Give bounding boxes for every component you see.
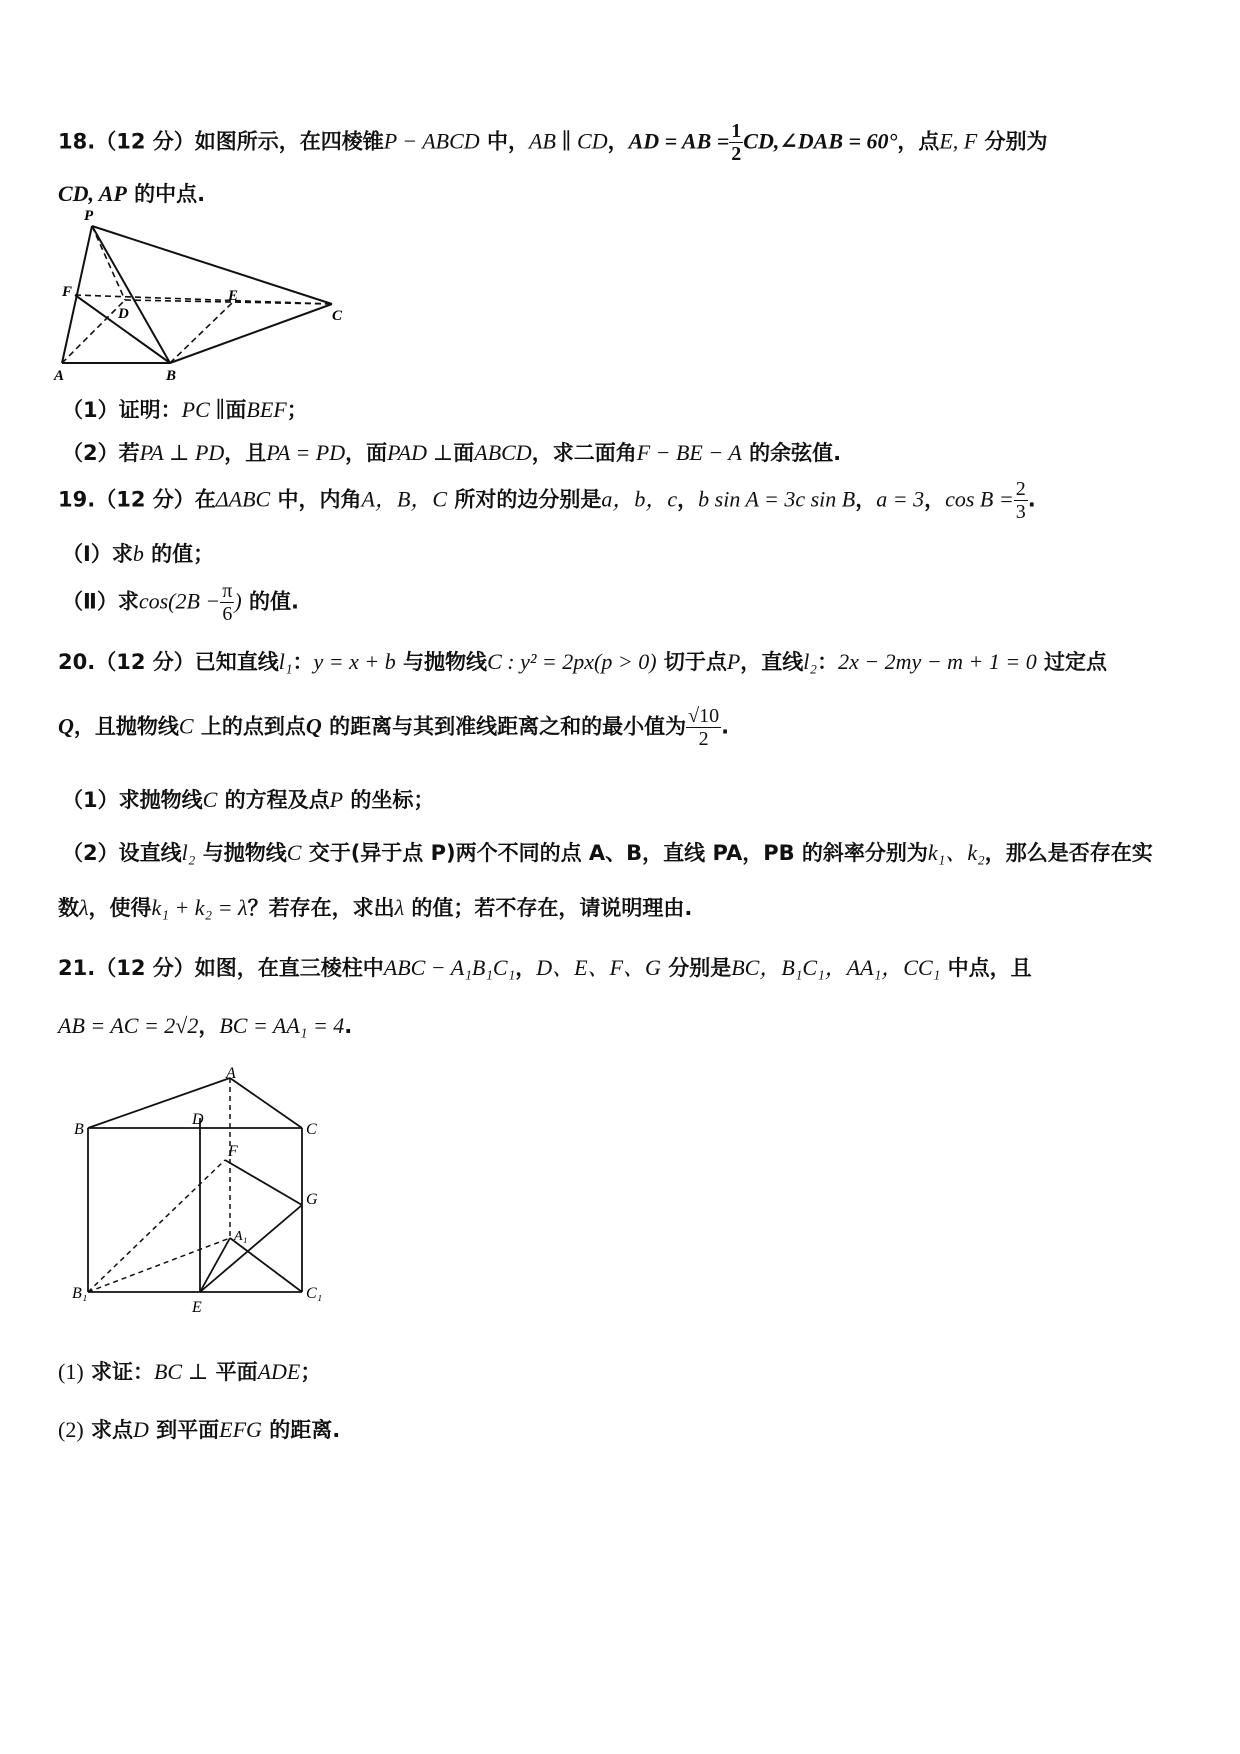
q21-statement-line1: 21.（12 分）如图，在直三棱柱中ABC − A₁B₁C₁，D、E、F、G 分别是BC，B₁C₁，AA₁，CC₁ 中点，且 bbox=[58, 955, 1032, 980]
label-A1: A₁ bbox=[234, 1229, 248, 1244]
pyramid-figure bbox=[50, 208, 410, 386]
q20-statement-line1: 20.（12 分）已知直线l₁：y = x + b 与抛物线C : y² = 2px(p > 0) 切于点P，直线l₂：2x − 2my − m + 1 = 0 过定点 bbox=[58, 649, 1108, 674]
math-equation: AD = AB = bbox=[628, 128, 730, 154]
q20-part1: （1）求抛物线C 的方程及点P 的坐标； bbox=[62, 787, 435, 812]
label-B1: B₁ bbox=[72, 1285, 88, 1302]
fraction-sqrt10-over-2: $\frac{√10}{2}$ bbox=[688, 705, 720, 750]
q21-part1: (1) 求证：BC ⊥ 平面ADE； bbox=[58, 1359, 322, 1384]
q21-part2: (2) 求点D 到平面EFG 的距离. bbox=[58, 1417, 341, 1442]
fraction-half: $\frac{1}{2}$ bbox=[731, 120, 742, 165]
q18-statement-line1: 18.（12 分）如图所示，在四棱锥P − ABCD 中，AB ∥ CD，AD = AB = $\frac{1}{2}$ CD,∠DAB = 60°，点E, F 分别为 bbox=[58, 120, 1048, 165]
q19-statement: 19.（12 分）在ΔABC 中，内角A，B，C 所对的边分别是a，b，c，b sin A = 3c sin B，a = 3，cos B = $\frac{2}{3}$ . bbox=[58, 478, 1036, 523]
label-E: E bbox=[228, 288, 239, 304]
q18-part2: （2）若PA ⊥ PD，且PA = PD，面PAD ⊥面ABCD，求二面角F − BE − A 的余弦值. bbox=[62, 440, 842, 465]
label-A: A bbox=[226, 1065, 236, 1082]
math-parallel: AB ∥ CD bbox=[529, 128, 608, 154]
label-B: B bbox=[74, 1121, 84, 1138]
label-C: C bbox=[332, 308, 343, 324]
label-B: B bbox=[166, 368, 177, 384]
fraction-pi-six: $\frac{\pi}{6}$ bbox=[222, 580, 233, 625]
q20-statement-line2: Q，且抛物线C 上的点到点Q 的距离与其到准线距离之和的最小值为 $\frac{√10}{2}$ . bbox=[58, 705, 730, 750]
fraction-two-thirds: $\frac{2}{3}$ bbox=[1015, 478, 1026, 523]
q20-part2-line2: 数λ，使得k₁ + k₂ = λ？若存在，求出λ 的值；若不存在，请说明理由. bbox=[58, 895, 693, 920]
label-D: D bbox=[192, 1111, 204, 1128]
q19-part1: （Ⅰ）求b 的值； bbox=[62, 541, 215, 566]
label-F: F bbox=[228, 1143, 238, 1160]
q18-part1: （1）证明：PC ∥面BEF； bbox=[62, 397, 308, 422]
q19-part2: （Ⅱ）求cos(2B − $\frac{\pi}{6}$ ) 的值. bbox=[62, 580, 300, 625]
label-E: E bbox=[192, 1299, 202, 1316]
label-C: C bbox=[306, 1121, 317, 1138]
label-P: P bbox=[84, 208, 94, 224]
label-D: D bbox=[118, 306, 129, 322]
label-G: G bbox=[306, 1191, 318, 1208]
q18-statement-line2: CD, AP 的中点. bbox=[58, 181, 206, 206]
label-A: A bbox=[54, 368, 65, 384]
q21-statement-line2: AB = AC = 2√2，BC = AA₁ = 4. bbox=[58, 1013, 353, 1038]
label-F: F bbox=[62, 284, 73, 300]
prism-figure bbox=[70, 1060, 370, 1320]
q20-part2-line1: （2）设直线l₂ 与抛物线C 交于(异于点 P)两个不同的点 A、B，直线 PA，PB 的斜率分别为k₁、k₂，那么是否存在实 bbox=[62, 840, 1153, 865]
label-C1: C₁ bbox=[306, 1285, 323, 1302]
math-pyramid: P − ABCD bbox=[383, 128, 480, 154]
